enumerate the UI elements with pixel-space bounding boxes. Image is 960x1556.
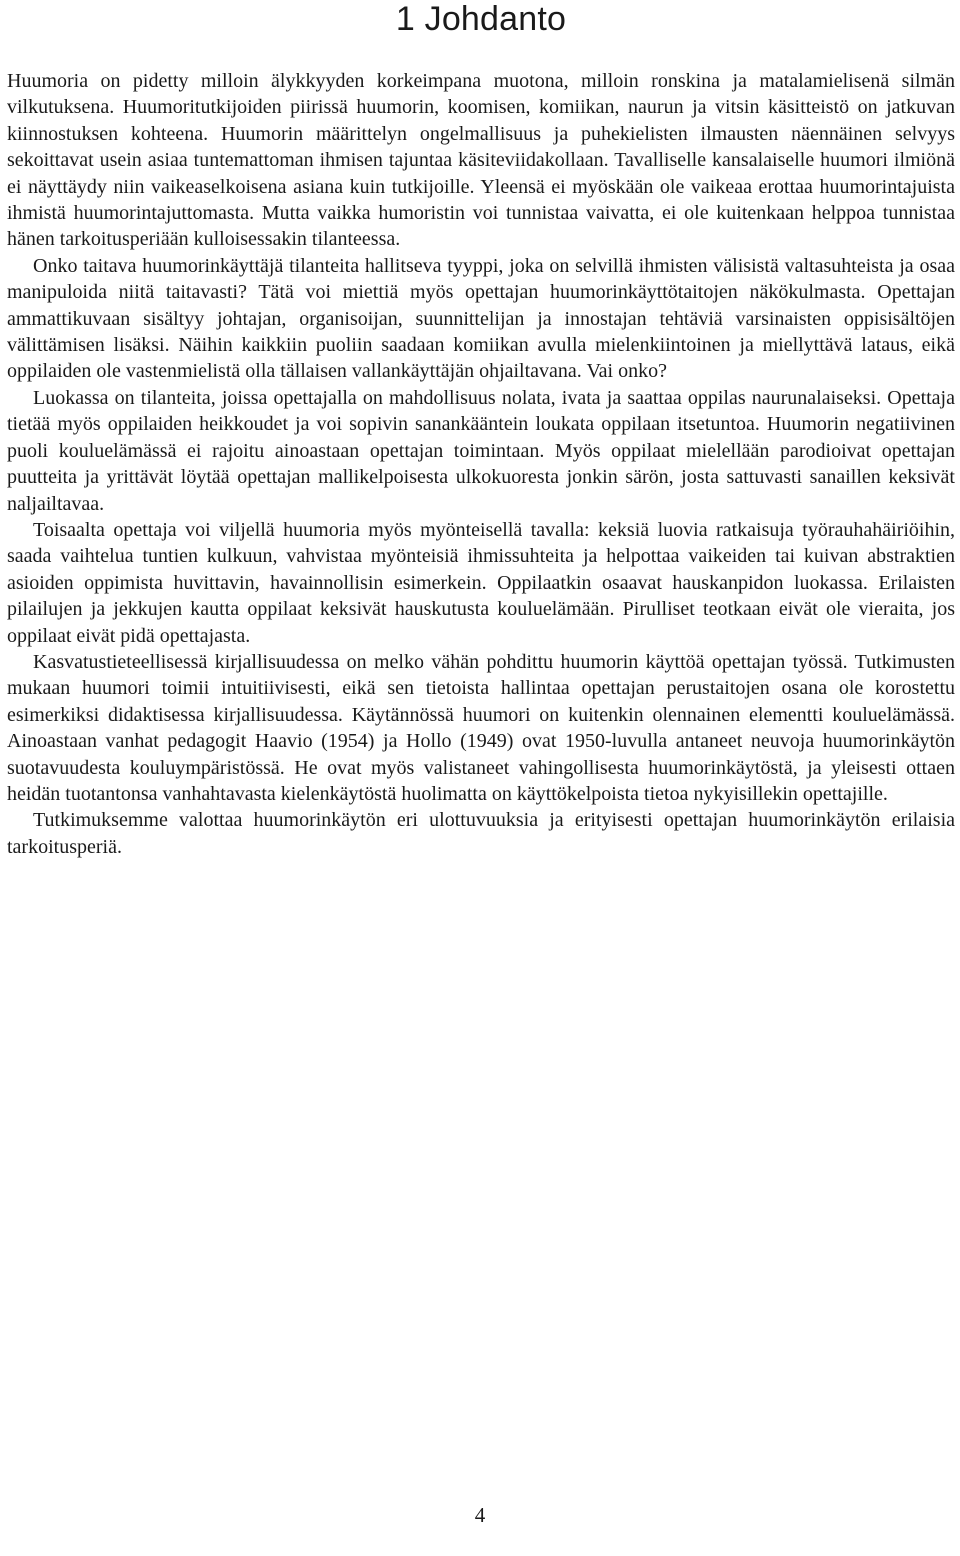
page-number: 4 xyxy=(474,1503,486,1527)
paragraph: Onko taitava huumorinkäyttäjä tilanteita hallitseva tyyppi, joka on selvillä ihmisten välisistä valtasuhteista ja osaa manipuloida niitä taitavasti? Tätä voi miettiä myös opettajan huumorinkäyttötaitojen näkökulmasta. Opettajan ammattikuvaan sisältyy johtajan, organisoijan, suunnittelijan ja innostajan tehtäviä varsinaisten oppisisältöjen välittämisen lisäksi. Näihin kaikkiin puoliin saadaan komiikan avulla mielenkiintoinen ja miellyttävä lataus, eikä oppilaiden ole vastenmielistä olla tällaisen vallankäyttäjän ohjailtavana. Vai onko? xyxy=(7,254,955,383)
document-page xyxy=(7,0,955,38)
paragraph: Luokassa on tilanteita, joissa opettajalla on mahdollisuus nolata, ivata ja saattaa oppilas naurunalaiseksi. Opettaja tietää myös oppilaiden heikkoudet ja voi sopivin sanankääntein loukata oppilaan itsetuntoa. Huumorin negatiivinen puoli kouluelämässä ei rajoitu ainoastaan opettajan toimintaan. Myös oppilaat mielellään parodioivat opettajan puutteita ja yrittävät löytää opettajan mallikelpoisesta ulkokuoresta jonkin särön, josta sattuvasti sanaillen keksivät naljailtavaa. xyxy=(7,386,955,515)
paragraph: Tutkimuksemme valottaa huumorinkäytön eri ulottuvuuksia ja erityisesti opettajan huumorinkäytön erilaisia tarkoitusperiä. xyxy=(7,809,955,858)
paragraph: Huumoria on pidetty milloin älykkyyden korkeimpana muotona, milloin ronskina ja matalamielisenä silmän vilkutuksena. Huumoritutkijoiden piirissä huumorin, koomisen, komiikan, naurun ja vitsin käsitteistö on jatkuvan kiinnostuksen kohteena. Huumorin määrittelyn ongelmallisuus ja puhekielisten ilmausten näennäinen selvyys sekoittavat usein asiaa tuntemattoman ihmisen tajuntaa käsiteviidakollaan. Tavalliselle kansalaiselle huumori ilmiönä ei näyttäydy niin vaikeaselkoisena asiana kuin tutkijoille. Yleensä ei myöskään ole vaikeaa erottaa huumorintajuista ihmistä huumorintajuttomasta. Mutta vaikka humoristin voi tunnistaa vaivatta, ei ole kuitenkaan helppoa tunnistaa hänen tarkoitusperiään kulloisessakin tilanteessa. xyxy=(7,70,955,251)
paragraph: Kasvatustieteellisessä kirjallisuudessa on melko vähän pohdittu huumorin käyttöä opettajan työssä. Tutkimusten mukaan huumori toimii intuitiivisesti, eikä sen tietoista hallintaa opettajan perustaitojen osana ole korostettu esimerkiksi didaktisessa kirjallisuudessa. Käytännössä huumori on kuitenkin olennainen elementti kouluelämässä. Ainoastaan vanhat pedagogit Haavio (1954) ja Hollo (1949) ovat 1950-luvulla antaneet neuvoja huumorinkäytön suotavuudesta kouluympäristössä. He ovat myös valistaneet vahingollisesta huumorinkäytöstä, ja yleisesti ottaen heidän tuotantonsa vanhahtavasta kielenkäytöstä huolimatta on käyttökelpoista tietoa nykyisillekin opettajille. xyxy=(7,650,955,805)
chapter-body xyxy=(7,68,955,860)
chapter-title: 1 Johdanto xyxy=(395,0,567,38)
paragraph: Toisaalta opettaja voi viljellä huumoria myös myönteisellä tavalla: keksiä luovia ratkaisuja työrauhahäiriöihin, saada vaihtelua tuntien kulkuun, vahvistaa myönteisiä ihmissuhteita ja helpottaa vaikeiden tai kuivan abstraktien asioiden oppimista huvittavin, havainnollisin esimerkein. Oppilaatkin osaavat hauskanpidon luokassa. Erilaisten pilailujen ja jekkujen kautta oppilaat keksivät hauskutusta kouluelämään. Pirulliset teotkaan eivät ole vieraita, jos oppilaat eivät pidä opettajasta. xyxy=(7,518,955,647)
